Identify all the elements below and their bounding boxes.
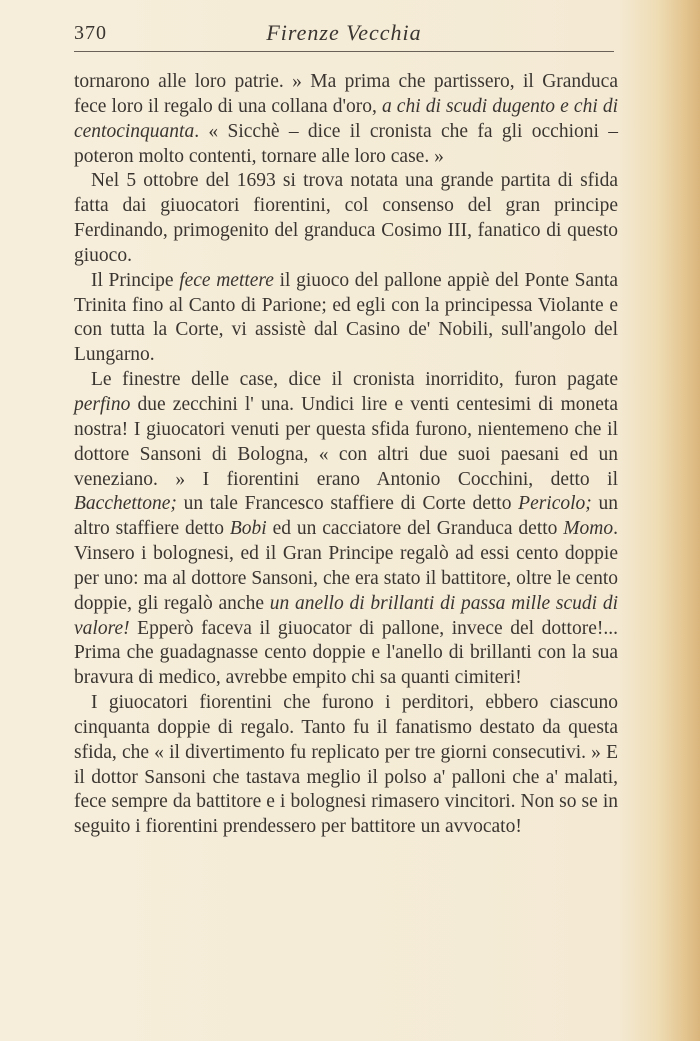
text-segment: . Vinsero i bolognesi, ed il Gran Principe regalò ad essi cento doppie per uno: ma al dottore Sansoni, che era stato il battitore, oltre le cento doppie, gli regalò anche xyxy=(74,518,618,614)
text-segment: Le finestre delle case, dice il cronista inorridito, furon pagate xyxy=(91,369,618,391)
text-segment: I giuocatori fiorentini che furono i perditori, ebbero ciascuno cinquanta doppie di regalo. Tanto fu il fanatismo destato da questa sfida, che « il divertimento fu replicato per tre giorni consecutivi. » E il dottor Sansoni che tastava meglio il polso a' palloni che a' malati, fece sempre da battitore e i bolognesi rimasero vincitori. Non so se in seguito i fiorentini prendessero per battitore un avvocato! xyxy=(74,692,618,838)
text-segment: Epperò faceva il giuocator di pallone, invece del dottore!... Prima che guadagnasse cento doppie e l'anello di brillanti con la sua bravura di medico, avrebbe empito chi sa quanti cimiteri! xyxy=(74,617,618,689)
italic-segment: fece mettere xyxy=(179,269,274,291)
text-segment: il giuoco del pallone appiè del Ponte Santa Trinita fino al Canto di Parione; ed egli con la principessa Violante e con tutta la Corte, vi assistè dal Casino de' Nobili, sull'angolo del Lungarno. xyxy=(74,269,618,366)
running-title: Firenze Vecchia xyxy=(266,20,422,45)
text-segment: un altro staffiere detto xyxy=(74,493,618,540)
paragraph xyxy=(74,70,618,169)
page-number: 370 xyxy=(74,22,107,44)
italic-segment: Pericolo; xyxy=(518,493,592,515)
paragraph xyxy=(74,368,618,691)
italic-segment: perfino xyxy=(74,393,131,415)
body-text xyxy=(74,70,618,840)
header-rule xyxy=(74,51,614,52)
italic-segment: Bacchettone; xyxy=(74,493,177,515)
text-segment: un tale Francesco staffiere di Corte detto xyxy=(176,493,519,515)
italic-segment: Momo xyxy=(563,518,614,540)
text-segment: tornarono alle loro patrie. » Ma prima che partissero, il Granduca fece loro il regalo di una collana d'oro, xyxy=(74,71,618,117)
italic-segment: a chi di scudi dugento e chi di centocinquanta xyxy=(74,95,618,142)
italic-segment: un anello di brillanti di passa mille scudi di valore! xyxy=(74,592,618,639)
text-segment: due zecchini l' una. Undici lire e venti centesimi di moneta nostra! I giuocatori venuti per questa sfida furono, nientemeno che il dottore Sansoni di Bologna, « con altri due suoi paesani ed un veneziano. » I fiorentini erano Antonio Cocchini, detto il xyxy=(74,393,618,490)
text-segment: ed un cacciatore del Granduca detto xyxy=(266,518,564,540)
italic-segment: Bobi xyxy=(229,518,267,540)
text-segment: . « Sicchè – dice il cronista che fa gli occhioni – poteron molto contenti, tornare alle loro case. » xyxy=(74,120,618,167)
text-segment: Nel 5 ottobre del 1693 si trova notata una grande partita di sfida fatta dai giuocatori fiorentini, col consenso del gran principe Ferdinando, primogenito del granduca Cosimo III, fanatico di questo giuoco. xyxy=(74,170,618,266)
page-header xyxy=(74,20,614,50)
paragraph xyxy=(74,691,618,840)
paragraph xyxy=(74,269,618,368)
text-segment: Il Principe xyxy=(91,269,180,291)
paragraph xyxy=(74,169,618,268)
